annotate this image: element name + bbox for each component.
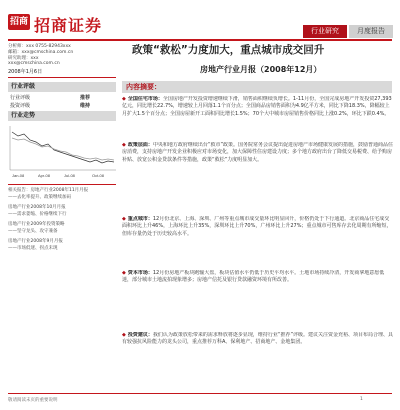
summary-paragraph bbox=[122, 216, 394, 268]
paragraph-lead: 政策层面： bbox=[127, 142, 153, 148]
related-report-sub: ——坚守龙头、攻守兼备 bbox=[8, 229, 58, 234]
chart-tick: Oct-08 bbox=[92, 173, 105, 178]
paragraph-lead: 重点城市： bbox=[127, 216, 153, 222]
rating-key: 行业评级 bbox=[10, 95, 31, 101]
bullet-icon: ◆ bbox=[122, 216, 126, 222]
related-report[interactable]: 房地产行业2008年9月月报 bbox=[8, 239, 63, 244]
footer-disclaimer: 敬请阅读末页的重要说明 bbox=[8, 398, 58, 403]
trend-section-header: 行业走势 bbox=[8, 111, 116, 121]
paragraph-lead: 全国住宅市场： bbox=[127, 96, 163, 102]
brand-logo bbox=[8, 14, 30, 30]
summary-paragraph bbox=[122, 96, 394, 141]
left-divider bbox=[8, 77, 116, 78]
rating-row bbox=[8, 102, 116, 109]
paragraph-text: 12月份房地产板块跑输大盘，板块估值水平仍低于历史平均水平。土地市场持续冷清，开发商拿地意愿低迷，部分城市土地流拍现象增多；房地产信托及银行贷款融资环境有所改善。 bbox=[122, 270, 385, 284]
summary-paragraph bbox=[122, 332, 394, 390]
summary-paragraph bbox=[122, 270, 394, 330]
trend-chart bbox=[8, 122, 118, 180]
logo-text: 招商 bbox=[9, 17, 28, 27]
related-report[interactable]: 房地产行业2009年投资策略 bbox=[8, 222, 65, 227]
rating-row bbox=[8, 94, 116, 101]
rating-section-header: 行业评级 bbox=[8, 82, 116, 92]
paragraph-text: 12月份北京、上海、深圳、广州等重点城市成交量环比明显回升，价格仍处于下行通道。北京商品住宅成交面积环比上升46%，上海环比上升35%，深圳环比上升70%，广州环比上升27%；重点城市可售库存去化周期有所缩短，但库存量仍处于历史较高水平。 bbox=[122, 216, 392, 237]
tag-monthly-report[interactable]: 月度报告 bbox=[349, 25, 393, 38]
paragraph-text: 中央和地方政府继续出台“救市”政策。国务院常务会议提出促进房地产市场健康发展的措施，鼓励普通商品住房消费，支持房地产开发企业积极应对市场变化，加大保障性住房建设力度；多个地方政府出台了降低交易税费、给予购房补贴、放宽公积金贷款条件等措施，政策“救松”力度明显加大。 bbox=[122, 142, 394, 163]
bullet-icon: ◆ bbox=[122, 142, 126, 148]
related-report[interactable]: 房地产行业2008年10月月报 bbox=[8, 205, 66, 210]
chart-tick: Jul-08 bbox=[64, 173, 75, 178]
chart-tick: Jan-08 bbox=[12, 173, 25, 178]
assistant-contact: 研究助理：xxx bbox=[8, 56, 39, 61]
related-report[interactable]: 相关报告：房地产行业2008年11月月报 bbox=[8, 188, 89, 193]
report-subtitle: 房地产行业月报（2008年12月） bbox=[200, 65, 322, 74]
bullet-icon: ◆ bbox=[122, 332, 126, 338]
related-report-sub: ——市场低迷、拐点未现 bbox=[8, 246, 58, 251]
rating-key: 投资评级 bbox=[10, 103, 31, 109]
left-divider bbox=[8, 184, 116, 185]
bullet-icon: ◆ bbox=[122, 270, 126, 276]
summary-header: 内容摘要： bbox=[122, 81, 392, 93]
brand-name: 招商证券 bbox=[34, 16, 103, 35]
assistant-email: xxx@cmschina.com.cn bbox=[8, 61, 60, 66]
footer-divider bbox=[8, 393, 392, 394]
paragraph-lead: 投资建议： bbox=[127, 332, 153, 338]
rating-value: 维持 bbox=[80, 103, 91, 109]
bullet-icon: ◆ bbox=[122, 96, 126, 102]
tag-industry-research[interactable]: 行业研究 bbox=[303, 25, 347, 38]
summary-paragraph bbox=[122, 142, 394, 214]
report-date: 2008年1月6日 bbox=[8, 69, 43, 75]
chart-tick: Apr-08 bbox=[38, 173, 51, 178]
rating-value: 推荐 bbox=[80, 95, 91, 101]
report-title: 政策“救松”力度加大，重点城市成交回升 bbox=[132, 44, 325, 56]
header-divider bbox=[8, 39, 392, 41]
paragraph-text: 全国房地产开发投资增速继续下滑，销售面积继续负增长。1-11月份，全国完成房地产开发投资27,393亿元，同比增长22.7%，增速较上月回落1.1个百分点；全国商品房销售面积为4.9亿平方米，同比下降18.3%，降幅较上月扩大1.5个百分点；全国房屋新开工面积同比增长1.5%；70个大中城市房屋销售价格同比上涨0.2%，环比下跌0.4%。 bbox=[122, 96, 392, 117]
paragraph-text: 我们认为政策放松带来的需求释放将逐步显现，维持行业“推荐”评级。建议关注资金充裕、项目布局合理、具有较强抗风险能力的龙头公司，重点推荐万科A、保利地产、招商地产、金地集团。 bbox=[122, 332, 394, 346]
analyst-contact: 分析师：xxx 0755-82943xxx bbox=[8, 44, 71, 49]
related-report-sub: ——需求萎缩、价格继续下行 bbox=[8, 212, 67, 217]
page-number: 1 bbox=[360, 397, 363, 402]
analyst-email: 邮箱：xxx@cmschina.com.cn bbox=[8, 50, 74, 55]
chart-bg bbox=[8, 122, 118, 180]
paragraph-lead: 资本市场： bbox=[127, 270, 153, 276]
related-report-sub: ——去化率提升、政策继续加码 bbox=[8, 195, 71, 200]
